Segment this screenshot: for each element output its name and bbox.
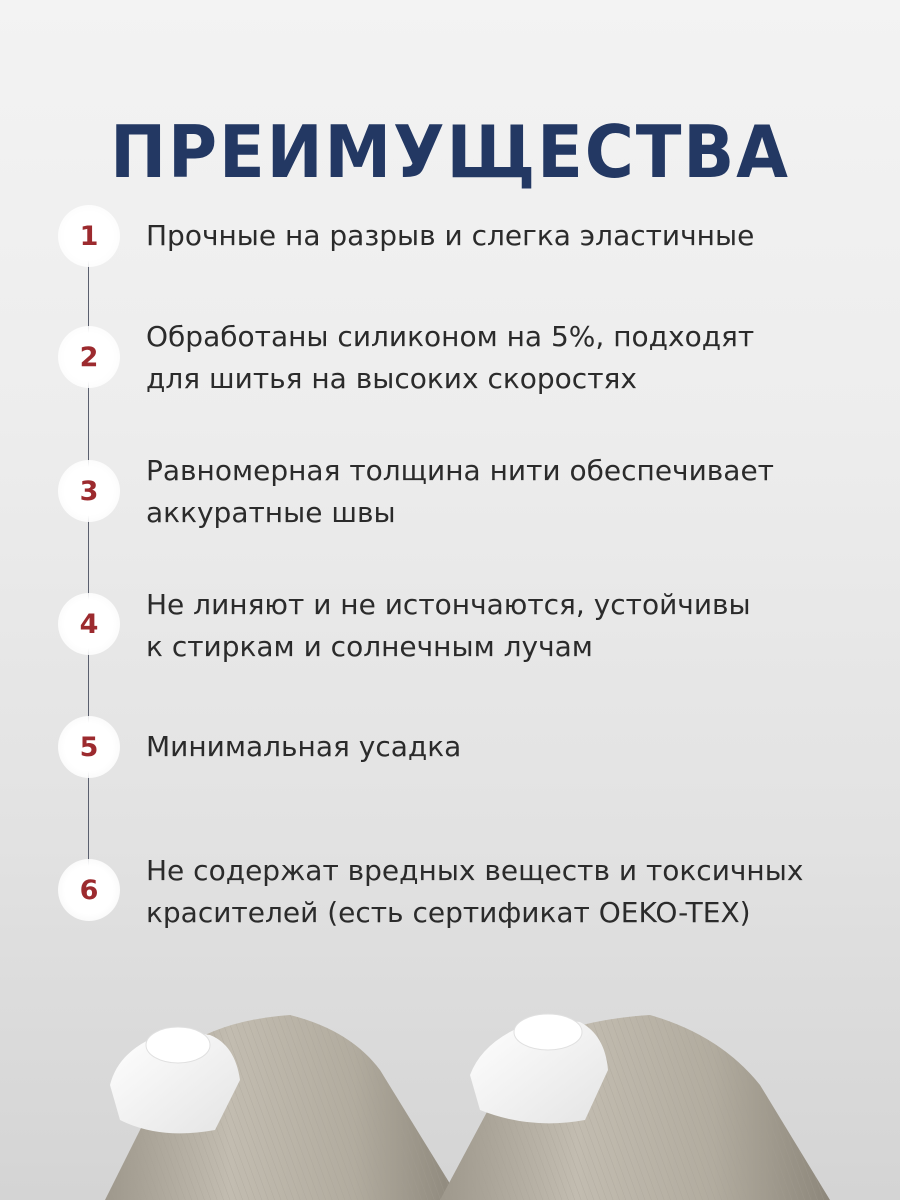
number-badge: 2 [58, 326, 120, 388]
number-badge: 6 [58, 859, 120, 921]
left-spool [105, 1015, 460, 1200]
advantage-text: Прочные на разрыв и слегка эластичные [146, 219, 755, 252]
page-title: ПРЕИМУЩЕСТВА [110, 110, 790, 195]
number-badge: 4 [58, 593, 120, 655]
advantage-text: Минимальная усадка [146, 730, 462, 763]
number-badge: 3 [58, 460, 120, 522]
advantage-text: Равномерная толщина нити обеспечивает аккуратные швы [146, 454, 774, 529]
advantage-text: Не линяют и не истончаются, устойчивы к стиркам и солнечным лучам [146, 588, 751, 663]
advantage-text: Не содержат вредных веществ и токсичных красителей (есть сертификат OEKO-TEX) [146, 854, 804, 929]
number-badge: 1 [58, 205, 120, 267]
right-spool [440, 1014, 830, 1200]
number-badge: 5 [58, 716, 120, 778]
advantage-text: Обработаны силиконом на 5%, подходят для шитья на высоких скоростях [146, 320, 755, 395]
thread-spools-image [0, 990, 900, 1200]
